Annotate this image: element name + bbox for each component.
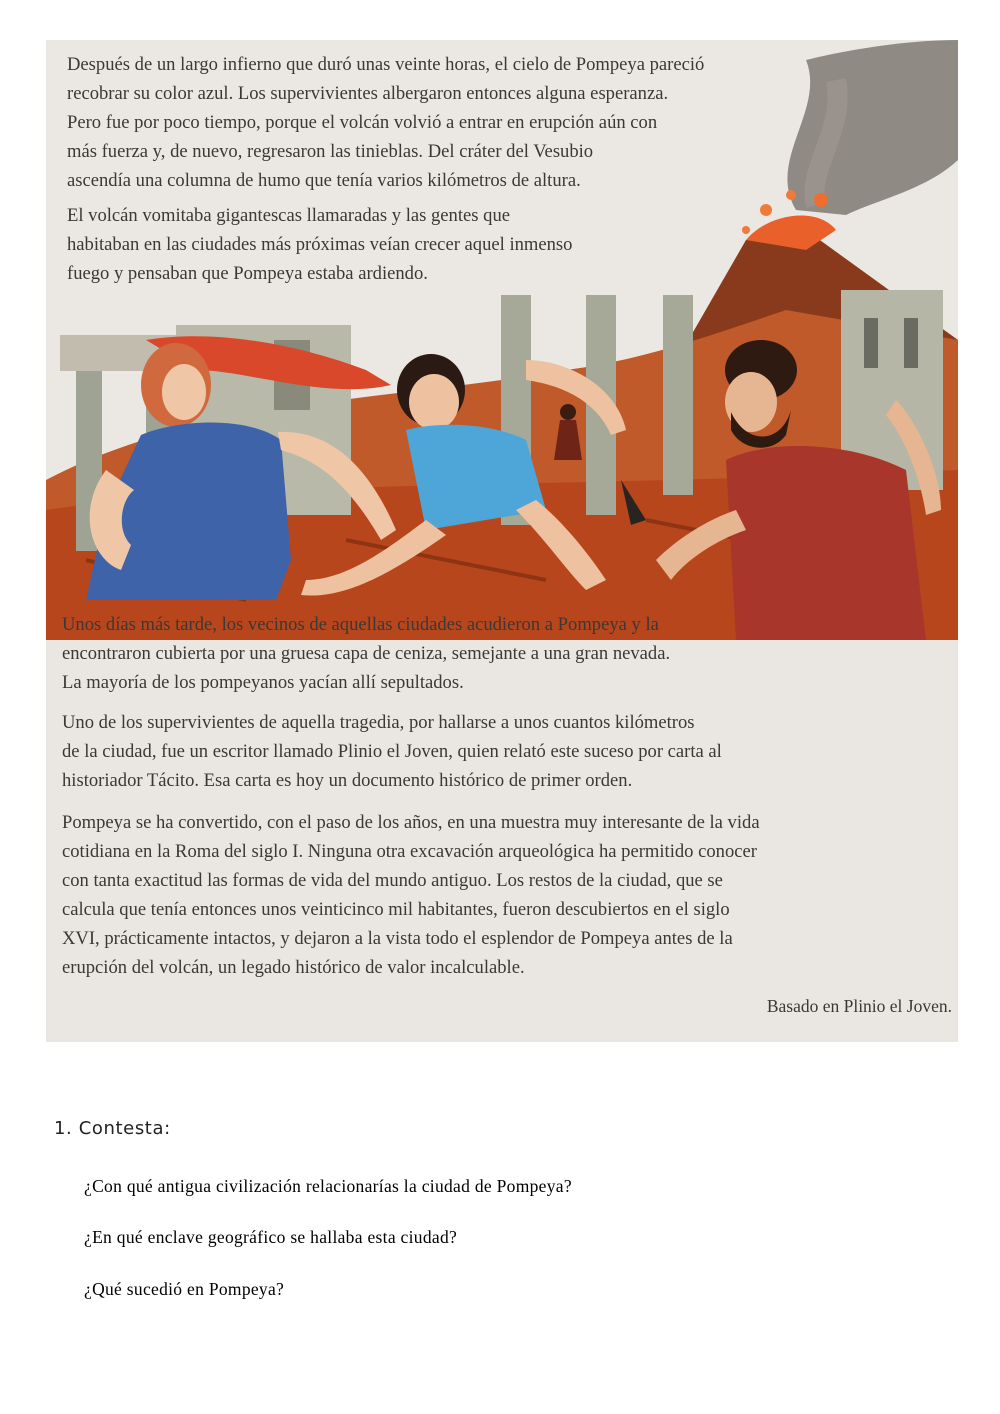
fleeing-figure-head [560, 404, 576, 420]
source-citation: Basado en Plinio el Joven. [766, 996, 952, 1016]
paragraph-2: El volcán vomitaba gigantescas llamaradas y las gentes que habitaban en las ciudades más próximas veían crecer aquel inmenso fuego y pensaban que Pompeya estaba ardiendo. [67, 205, 573, 284]
textbook-page-photo [46, 40, 958, 1042]
window [904, 318, 918, 368]
exercise-title: 1. Contesta: [54, 1118, 171, 1139]
woman-face [162, 364, 206, 420]
question-3: ¿Qué sucedió en Pompeya? [84, 1279, 285, 1299]
lava-spark [814, 193, 828, 207]
paragraph-4: Uno de los supervivientes de aquella tragedia, por hallarse a unos cuantos kilómetros de la ciudad, fue un escritor llamado Plinio el Joven, quien relató este suceso por carta al historiador Tácito. Esa carta es hoy un documento histórico de primer orden. [62, 712, 722, 791]
paragraph-5: Pompeya se ha convertido, con el paso de los años, en una muestra muy interesante de la vida cotidiana en la Roma del siglo I. Ninguna otra excavación arqueológica ha permitido conocer con tanta exactitud las formas de vida del mundo antiguo. Los restos de la ciudad, que se calcula que tenía entonces unos veinticinco mil habitantes, fueron descubiertos en el siglo XVI, prácticamente intactos, y dejaron a la vista todo el esplendor de Pompeya antes de la erupción del volcán, un legado histórico de valor incalculable. [62, 812, 760, 978]
exercise-section [54, 1118, 954, 1139]
question-2: ¿En qué enclave geográfico se hallaba esta ciudad? [84, 1227, 458, 1247]
column [663, 295, 693, 495]
boy-face [409, 374, 459, 430]
lava-spark [760, 204, 772, 216]
paragraph-3: Unos días más tarde, los vecinos de aquellas ciudades acudieron a Pompeya y la encontraron cubierta por una gruesa capa de ceniza, semejante a una gran nevada. La mayoría de los pompeyanos yacían allí sepultados. [62, 614, 671, 693]
question-1: ¿Con qué antigua civilización relacionarías la ciudad de Pompeya? [84, 1176, 572, 1196]
paragraph-1: Después de un largo infierno que duró unas veinte horas, el cielo de Pompeya pareció recobrar su color azul. Los supervivientes albergaron entonces alguna esperanza. Pero fue por poco tiempo, porque el volcán volvió a entrar en erupción aún con más fuerza y, de nuevo, regresaron las tinieblas. Del cráter del Vesubio ascendía una columna de humo que tenía varios kilómetros de altura. [67, 54, 705, 191]
window [864, 318, 878, 368]
